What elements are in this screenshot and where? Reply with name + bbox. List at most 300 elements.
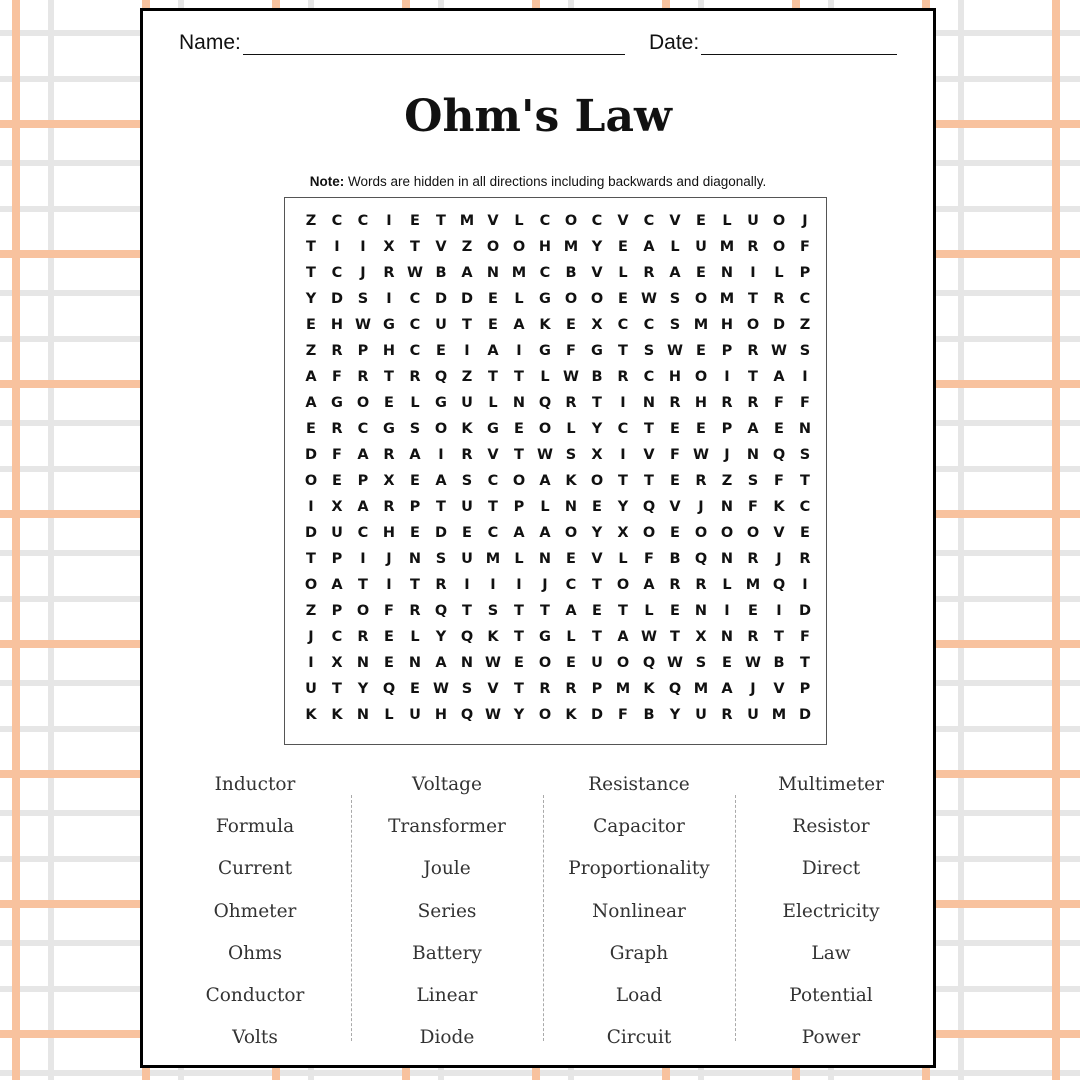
grid-letter[interactable]: E <box>774 421 784 437</box>
grid-letter[interactable]: V <box>435 239 447 255</box>
grid-letter[interactable]: M <box>563 239 579 255</box>
grid-letter[interactable]: K <box>539 317 551 333</box>
grid-letter[interactable]: K <box>461 421 473 437</box>
grid-letter[interactable]: J <box>542 577 548 593</box>
grid-letter[interactable]: E <box>410 473 420 489</box>
grid-letter[interactable]: V <box>643 447 655 463</box>
grid-letter[interactable]: C <box>331 265 343 281</box>
grid-letter[interactable]: Q <box>460 629 474 645</box>
grid-letter[interactable]: S <box>695 655 707 671</box>
grid-letter[interactable]: K <box>643 681 655 697</box>
grid-letter[interactable]: H <box>538 239 552 255</box>
grid-letter[interactable]: I <box>802 369 808 385</box>
grid-letter[interactable]: L <box>722 213 732 229</box>
grid-letter[interactable]: E <box>566 317 576 333</box>
grid-letter[interactable]: S <box>799 447 811 463</box>
grid-letter[interactable]: R <box>357 629 369 645</box>
grid-letter[interactable]: T <box>488 499 498 515</box>
grid-letter[interactable]: N <box>720 499 734 515</box>
grid-letter[interactable]: Y <box>513 707 525 723</box>
grid-letter[interactable]: T <box>670 629 680 645</box>
grid-letter[interactable]: Y <box>591 421 603 437</box>
grid-letter[interactable]: O <box>512 473 526 489</box>
grid-letter[interactable]: O <box>694 369 708 385</box>
grid-letter[interactable]: N <box>720 551 734 567</box>
grid-letter[interactable]: N <box>356 655 370 671</box>
grid-letter[interactable]: R <box>565 681 577 697</box>
grid-letter[interactable]: M <box>719 291 735 307</box>
grid-letter[interactable]: E <box>670 473 680 489</box>
grid-letter[interactable]: N <box>720 629 734 645</box>
name-field[interactable] <box>179 31 625 55</box>
grid-letter[interactable]: N <box>798 421 812 437</box>
grid-letter[interactable]: M <box>771 707 787 723</box>
grid-letter[interactable]: S <box>435 551 447 567</box>
grid-letter[interactable]: D <box>434 525 448 541</box>
grid-letter[interactable]: E <box>436 343 446 359</box>
grid-letter[interactable]: L <box>410 629 420 645</box>
grid-letter[interactable]: A <box>435 655 447 671</box>
grid-letter[interactable]: P <box>357 473 369 489</box>
grid-letter[interactable]: A <box>747 421 759 437</box>
grid-letter[interactable]: G <box>383 317 395 333</box>
grid-letter[interactable]: N <box>694 603 708 619</box>
grid-letter[interactable]: T <box>514 603 524 619</box>
grid-letter[interactable]: T <box>618 473 628 489</box>
grid-letter[interactable]: F <box>800 629 810 645</box>
grid-letter[interactable]: C <box>409 291 421 307</box>
grid-letter[interactable]: R <box>747 239 759 255</box>
grid-letter[interactable]: D <box>798 707 812 723</box>
grid-letter[interactable]: T <box>514 447 524 463</box>
grid-letter[interactable]: A <box>539 525 551 541</box>
grid-letter[interactable]: I <box>490 577 496 593</box>
grid-letter[interactable]: N <box>356 707 370 723</box>
grid-letter[interactable]: T <box>306 239 316 255</box>
grid-letter[interactable]: E <box>618 291 628 307</box>
grid-letter[interactable]: Q <box>772 447 786 463</box>
grid-letter[interactable]: R <box>617 369 629 385</box>
grid-letter[interactable]: I <box>620 447 626 463</box>
grid-letter[interactable]: A <box>539 473 551 489</box>
grid-letter[interactable]: E <box>566 655 576 671</box>
grid-letter[interactable]: F <box>332 447 342 463</box>
grid-letter[interactable]: A <box>669 265 681 281</box>
grid-letter[interactable]: J <box>750 681 756 697</box>
grid-letter[interactable]: N <box>720 265 734 281</box>
grid-letter[interactable]: I <box>360 239 366 255</box>
grid-letter[interactable]: O <box>772 239 786 255</box>
grid-letter[interactable]: X <box>383 473 395 489</box>
grid-letter[interactable]: X <box>383 239 395 255</box>
grid-letter[interactable]: L <box>488 395 498 411</box>
grid-letter[interactable]: L <box>566 629 576 645</box>
grid-letter[interactable]: B <box>565 265 577 281</box>
grid-letter[interactable]: E <box>696 265 706 281</box>
grid-letter[interactable]: R <box>669 395 681 411</box>
grid-letter[interactable]: O <box>694 525 708 541</box>
grid-letter[interactable]: W <box>537 447 553 463</box>
grid-letter[interactable]: V <box>669 499 681 515</box>
grid-letter[interactable]: E <box>670 603 680 619</box>
grid-letter[interactable]: E <box>592 499 602 515</box>
grid-letter[interactable]: R <box>357 369 369 385</box>
grid-letter[interactable]: S <box>669 291 681 307</box>
grid-letter[interactable]: E <box>410 525 420 541</box>
grid-letter[interactable]: Q <box>668 681 682 697</box>
grid-letter[interactable]: E <box>488 317 498 333</box>
grid-letter[interactable]: W <box>693 447 709 463</box>
grid-letter[interactable]: I <box>464 577 470 593</box>
grid-letter[interactable]: B <box>669 551 681 567</box>
grid-letter[interactable]: O <box>356 603 370 619</box>
grid-letter[interactable]: R <box>747 343 759 359</box>
grid-letter[interactable]: C <box>591 213 603 229</box>
grid-letter[interactable]: U <box>305 681 317 697</box>
grid-letter[interactable]: T <box>592 577 602 593</box>
grid-letter[interactable]: Z <box>461 239 473 255</box>
grid-letter[interactable]: L <box>514 291 524 307</box>
grid-letter[interactable]: I <box>724 603 730 619</box>
grid-letter[interactable]: C <box>357 213 369 229</box>
grid-letter[interactable]: E <box>696 213 706 229</box>
grid-letter[interactable]: M <box>693 317 709 333</box>
grid-letter[interactable]: F <box>566 343 576 359</box>
grid-letter[interactable]: V <box>591 551 603 567</box>
grid-letter[interactable]: W <box>745 655 761 671</box>
grid-letter[interactable]: N <box>538 551 552 567</box>
grid-letter[interactable]: O <box>590 291 604 307</box>
grid-letter[interactable]: J <box>802 213 808 229</box>
grid-letter[interactable]: W <box>433 681 449 697</box>
grid-letter[interactable]: G <box>539 291 551 307</box>
grid-letter[interactable]: E <box>618 239 628 255</box>
grid-letter[interactable]: T <box>540 603 550 619</box>
grid-letter[interactable]: J <box>308 629 314 645</box>
grid-letter[interactable]: T <box>644 421 654 437</box>
grid-letter[interactable]: F <box>644 551 654 567</box>
grid-letter[interactable]: B <box>773 655 785 671</box>
grid-letter[interactable]: L <box>540 369 550 385</box>
grid-letter[interactable]: O <box>538 421 552 437</box>
grid-letter[interactable]: C <box>617 317 629 333</box>
grid-letter[interactable]: N <box>746 447 760 463</box>
grid-letter[interactable]: S <box>487 603 499 619</box>
grid-letter[interactable]: R <box>331 343 343 359</box>
date-field[interactable] <box>649 31 897 55</box>
grid-letter[interactable]: C <box>487 473 499 489</box>
grid-letter[interactable]: I <box>750 265 756 281</box>
grid-letter[interactable]: N <box>408 655 422 671</box>
grid-letter[interactable]: U <box>461 499 473 515</box>
grid-letter[interactable]: Y <box>617 499 629 515</box>
grid-letter[interactable]: R <box>383 265 395 281</box>
grid-letter[interactable]: W <box>563 369 579 385</box>
grid-letter[interactable]: R <box>383 447 395 463</box>
grid-letter[interactable]: Y <box>357 681 369 697</box>
grid-letter[interactable]: R <box>409 603 421 619</box>
grid-letter[interactable]: L <box>722 577 732 593</box>
grid-letter[interactable]: W <box>667 655 683 671</box>
grid-letter[interactable]: E <box>332 473 342 489</box>
grid-letter[interactable]: Q <box>538 395 552 411</box>
grid-letter[interactable]: J <box>386 551 392 567</box>
grid-letter[interactable]: Q <box>642 499 656 515</box>
grid-letter[interactable]: O <box>434 421 448 437</box>
name-blank-line[interactable] <box>243 34 625 55</box>
grid-letter[interactable]: F <box>332 369 342 385</box>
grid-letter[interactable]: M <box>485 551 501 567</box>
grid-letter[interactable]: H <box>330 317 344 333</box>
grid-letter[interactable]: O <box>512 239 526 255</box>
grid-letter[interactable]: R <box>461 447 473 463</box>
grid-letter[interactable]: P <box>721 421 733 437</box>
grid-letter[interactable]: V <box>487 447 499 463</box>
grid-letter[interactable]: J <box>698 499 704 515</box>
grid-letter[interactable]: H <box>382 343 396 359</box>
grid-letter[interactable]: P <box>513 499 525 515</box>
grid-letter[interactable]: A <box>357 499 369 515</box>
grid-letter[interactable]: D <box>772 317 786 333</box>
grid-letter[interactable]: E <box>384 655 394 671</box>
grid-letter[interactable]: I <box>516 343 522 359</box>
grid-letter[interactable]: T <box>358 577 368 593</box>
grid-letter[interactable]: I <box>360 551 366 567</box>
grid-letter[interactable]: C <box>357 525 369 541</box>
grid-letter[interactable]: T <box>618 343 628 359</box>
grid-letter[interactable]: W <box>667 343 683 359</box>
grid-letter[interactable]: O <box>694 291 708 307</box>
grid-letter[interactable]: I <box>620 395 626 411</box>
grid-letter[interactable]: G <box>331 395 343 411</box>
grid-letter[interactable]: D <box>460 291 474 307</box>
grid-letter[interactable]: L <box>774 265 784 281</box>
grid-letter[interactable]: Z <box>305 213 317 229</box>
grid-letter[interactable]: S <box>461 681 473 697</box>
grid-letter[interactable]: Z <box>799 317 811 333</box>
grid-letter[interactable]: A <box>643 577 655 593</box>
grid-letter[interactable]: E <box>566 551 576 567</box>
grid-letter[interactable]: Y <box>435 629 447 645</box>
grid-letter[interactable]: P <box>331 603 343 619</box>
grid-letter[interactable]: S <box>799 343 811 359</box>
grid-letter[interactable]: N <box>460 655 474 671</box>
grid-letter[interactable]: M <box>693 681 709 697</box>
grid-letter[interactable]: C <box>799 291 811 307</box>
grid-letter[interactable]: E <box>670 421 680 437</box>
grid-letter[interactable]: T <box>514 369 524 385</box>
grid-letter[interactable]: X <box>591 447 603 463</box>
grid-letter[interactable]: R <box>773 291 785 307</box>
grid-letter[interactable]: L <box>670 239 680 255</box>
grid-letter[interactable]: E <box>384 395 394 411</box>
grid-letter[interactable]: K <box>305 707 317 723</box>
grid-letter[interactable]: K <box>773 499 785 515</box>
grid-letter[interactable]: A <box>305 395 317 411</box>
grid-letter[interactable]: T <box>774 629 784 645</box>
grid-letter[interactable]: M <box>615 681 631 697</box>
grid-letter[interactable]: E <box>592 603 602 619</box>
grid-letter[interactable]: C <box>617 421 629 437</box>
grid-letter[interactable]: H <box>668 369 682 385</box>
grid-letter[interactable]: U <box>461 395 473 411</box>
grid-letter[interactable]: O <box>486 239 500 255</box>
grid-letter[interactable]: O <box>616 577 630 593</box>
grid-letter[interactable]: X <box>591 317 603 333</box>
grid-letter[interactable]: N <box>512 395 526 411</box>
grid-letter[interactable]: L <box>410 395 420 411</box>
grid-letter[interactable]: U <box>461 551 473 567</box>
grid-letter[interactable]: K <box>565 707 577 723</box>
grid-letter[interactable]: S <box>409 421 421 437</box>
grid-letter[interactable]: L <box>514 213 524 229</box>
grid-letter[interactable]: Z <box>305 343 317 359</box>
grid-letter[interactable]: T <box>488 369 498 385</box>
grid-letter[interactable]: X <box>331 499 343 515</box>
grid-letter[interactable]: N <box>564 499 578 515</box>
grid-letter[interactable]: O <box>356 395 370 411</box>
grid-letter[interactable]: P <box>409 499 421 515</box>
grid-letter[interactable]: T <box>462 603 472 619</box>
grid-letter[interactable]: F <box>748 499 758 515</box>
grid-letter[interactable]: S <box>747 473 759 489</box>
grid-letter[interactable]: T <box>748 291 758 307</box>
grid-letter[interactable]: R <box>721 395 733 411</box>
grid-letter[interactable]: C <box>409 343 421 359</box>
date-blank-line[interactable] <box>701 34 897 55</box>
grid-letter[interactable]: A <box>357 447 369 463</box>
grid-letter[interactable]: E <box>306 317 316 333</box>
grid-letter[interactable]: R <box>695 577 707 593</box>
grid-letter[interactable]: X <box>695 629 707 645</box>
grid-letter[interactable]: P <box>721 343 733 359</box>
grid-letter[interactable]: T <box>800 655 810 671</box>
grid-letter[interactable]: Q <box>642 655 656 671</box>
grid-letter[interactable]: O <box>538 655 552 671</box>
grid-letter[interactable]: C <box>331 213 343 229</box>
grid-letter[interactable]: R <box>539 681 551 697</box>
grid-letter[interactable]: E <box>696 421 706 437</box>
grid-letter[interactable]: V <box>669 213 681 229</box>
grid-letter[interactable]: F <box>618 707 628 723</box>
grid-letter[interactable]: Z <box>305 603 317 619</box>
grid-letter[interactable]: W <box>407 265 423 281</box>
grid-letter[interactable]: B <box>643 707 655 723</box>
grid-letter[interactable]: C <box>409 317 421 333</box>
grid-letter[interactable]: Q <box>772 577 786 593</box>
grid-letter[interactable]: R <box>747 395 759 411</box>
grid-letter[interactable]: R <box>435 577 447 593</box>
grid-letter[interactable]: I <box>724 369 730 385</box>
grid-letter[interactable]: E <box>696 343 706 359</box>
grid-letter[interactable]: G <box>383 421 395 437</box>
grid-letter[interactable]: S <box>669 317 681 333</box>
grid-letter[interactable]: P <box>331 551 343 567</box>
grid-letter[interactable]: D <box>304 525 318 541</box>
grid-letter[interactable]: M <box>745 577 761 593</box>
grid-letter[interactable]: C <box>643 317 655 333</box>
grid-letter[interactable]: O <box>746 525 760 541</box>
grid-letter[interactable]: C <box>565 577 577 593</box>
grid-letter[interactable]: T <box>436 213 446 229</box>
grid-letter[interactable]: A <box>461 265 473 281</box>
grid-letter[interactable]: D <box>330 291 344 307</box>
grid-letter[interactable]: O <box>304 577 318 593</box>
grid-letter[interactable]: G <box>487 421 499 437</box>
grid-letter[interactable]: U <box>695 239 707 255</box>
grid-letter[interactable]: O <box>564 291 578 307</box>
grid-letter[interactable]: R <box>695 473 707 489</box>
grid-letter[interactable]: M <box>511 265 527 281</box>
grid-letter[interactable]: O <box>772 213 786 229</box>
grid-letter[interactable]: L <box>618 265 628 281</box>
grid-letter[interactable]: U <box>331 525 343 541</box>
grid-letter[interactable]: A <box>773 369 785 385</box>
grid-letter[interactable]: E <box>410 213 420 229</box>
grid-letter[interactable]: T <box>800 473 810 489</box>
grid-letter[interactable]: H <box>382 525 396 541</box>
grid-letter[interactable]: N <box>486 265 500 281</box>
grid-letter[interactable]: R <box>721 707 733 723</box>
grid-letter[interactable]: E <box>514 655 524 671</box>
grid-letter[interactable]: A <box>435 473 447 489</box>
grid-letter[interactable]: E <box>462 525 472 541</box>
grid-letter[interactable]: A <box>513 525 525 541</box>
grid-letter[interactable]: S <box>461 473 473 489</box>
grid-letter[interactable]: C <box>539 265 551 281</box>
grid-letter[interactable]: E <box>670 525 680 541</box>
grid-letter[interactable]: V <box>591 265 603 281</box>
grid-letter[interactable]: N <box>642 395 656 411</box>
grid-letter[interactable]: K <box>487 629 499 645</box>
grid-letter[interactable]: I <box>386 577 392 593</box>
grid-letter[interactable]: X <box>331 655 343 671</box>
grid-letter[interactable]: Q <box>434 603 448 619</box>
grid-letter[interactable]: T <box>514 681 524 697</box>
grid-letter[interactable]: P <box>591 681 603 697</box>
grid-letter[interactable]: R <box>747 629 759 645</box>
grid-letter[interactable]: R <box>747 551 759 567</box>
grid-letter[interactable]: H <box>434 707 448 723</box>
grid-letter[interactable]: F <box>774 473 784 489</box>
grid-letter[interactable]: L <box>618 551 628 567</box>
grid-letter[interactable]: C <box>487 525 499 541</box>
grid-letter[interactable]: Q <box>434 369 448 385</box>
grid-letter[interactable]: E <box>488 291 498 307</box>
grid-letter[interactable]: W <box>641 629 657 645</box>
grid-letter[interactable]: P <box>357 343 369 359</box>
grid-letter[interactable]: E <box>748 603 758 619</box>
grid-letter[interactable]: O <box>616 655 630 671</box>
grid-letter[interactable]: O <box>564 213 578 229</box>
grid-letter[interactable]: R <box>643 265 655 281</box>
grid-letter[interactable]: U <box>591 655 603 671</box>
grid-letter[interactable]: L <box>540 499 550 515</box>
grid-letter[interactable]: W <box>485 707 501 723</box>
grid-letter[interactable]: V <box>773 525 785 541</box>
grid-letter[interactable]: T <box>644 473 654 489</box>
grid-letter[interactable]: Z <box>461 369 473 385</box>
grid-letter[interactable]: Q <box>694 551 708 567</box>
grid-letter[interactable]: C <box>643 213 655 229</box>
grid-letter[interactable]: I <box>776 603 782 619</box>
grid-letter[interactable]: G <box>539 629 551 645</box>
grid-letter[interactable]: P <box>799 265 811 281</box>
grid-letter[interactable]: A <box>643 239 655 255</box>
grid-letter[interactable]: W <box>355 317 371 333</box>
grid-letter[interactable]: G <box>591 343 603 359</box>
grid-letter[interactable]: H <box>694 395 708 411</box>
